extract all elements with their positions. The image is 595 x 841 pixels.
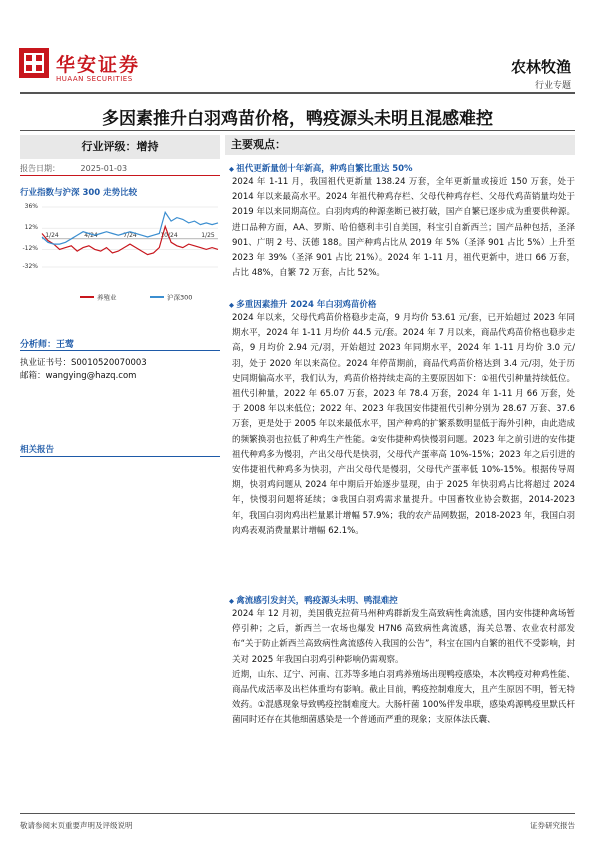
chart-x-tick-label: 1/24 <box>45 231 59 239</box>
section-2-title: ◆ 多重因素推升 2024 年白羽鸡苗价格 <box>229 298 376 310</box>
company-logo-icon <box>19 48 49 78</box>
header-divider <box>20 92 575 94</box>
section-1-title: ◆ 祖代更新量创十年新高，种鸡自繁比重达 50% <box>229 162 413 174</box>
section-3-body <box>232 607 575 729</box>
chart-x-tick-label: 10/24 <box>160 231 178 239</box>
report-title: 多因素推升白羽鸡苗价格，鸭疫源头未明且混感难控 <box>102 109 493 129</box>
section-3-para-1: 2024 年 12 月初，美国俄克拉荷马州种鸡群新发生高致病性禽流感，国内安伟捷种禽场暂停引种；之后，新西兰一农场也爆发 H7N6 高致病性禽流感，海关总署、农业农村部发布“关于防止新西兰高致病性禽流感传入我国的公告”，科宝在国内自繁的祖代不受影响，封关对 2025 年我国白羽鸡引种影响仍需观察。 <box>232 609 575 665</box>
title-divider <box>20 130 575 131</box>
section-2-body <box>232 311 575 539</box>
section-1-para: 2024 年 1-11 月，我国祖代更新量 138.24 万套，全年更新量或接近 150 万套，处于 2014 年以来最高水平。2024 年祖代种鸡存栏、父母代种鸡存栏、父母代鸡苗销量均处于 2019 年以来同期高位。白羽肉鸡的种源垄断已被打破，国产自繁已逐步成为重要供种源。进口品种方面，AA、罗斯、哈伯德利丰引自美国，科宝引自新西兰；国产品种包括，圣泽 901、广明 2 号、沃德 188。国产种鸡占比从 2019 年 5%（圣泽 901 占比 5%）上升至 2023 年 39%（圣泽 901 占比 21%）。2024 年 1-11 月，祖代更新中，进口 66 万套，占比 48%，自繁 72 万套，占比 52%。 <box>232 177 575 279</box>
analyst-name: 分析师：王莺 <box>20 340 75 350</box>
chart-title: 行业指数与沪深 300 走势比较 <box>20 188 138 198</box>
chart-x-tick-label: 7/24 <box>123 231 137 239</box>
chart-x-tick-label: 1/25 <box>201 231 215 239</box>
report-date-label: 报告日期： <box>20 164 60 173</box>
cert-number: 执业证书号：S0010520070003 <box>20 358 147 368</box>
logo-text-en: HUAAN SECURITIES <box>56 75 133 83</box>
industry-rating: 行业评级：增持 <box>20 135 220 159</box>
report-date-value: 2025-01-03 <box>80 164 128 173</box>
logo-text-cn: 华安证券 <box>56 54 141 76</box>
chart-x-tick-label: 4/24 <box>84 231 98 239</box>
key-points-heading: 主要观点： <box>225 135 575 155</box>
chart-legend-label: 养殖业 <box>97 293 117 302</box>
related-reports-heading: 相关报告 <box>20 445 55 455</box>
section-3-title: ◆ 禽流感引发封关，鸭疫源头未明、鸭混难控 <box>229 594 398 606</box>
section-1-body <box>232 175 575 281</box>
related-divider <box>20 456 220 457</box>
chart-y-tick-label: 36% <box>24 203 38 210</box>
analyst-divider <box>20 350 220 351</box>
chart-legend-label: 沪深300 <box>167 293 193 302</box>
footer-divider <box>20 813 575 814</box>
index-comparison-chart <box>22 201 220 311</box>
footer-brand: 证券研究报告 <box>530 821 575 830</box>
footer-disclaimer: 敬请参阅末页重要声明及评级说明 <box>20 821 133 830</box>
section-3-para-2: 近期，山东、辽宁、河南、江苏等多地白羽鸡养殖场出现鸭疫感染，本次鸭疫对种鸡性能、商品代成活率及出栏体重均有影响。截止目前，鸭疫控制难度大，且产生原因不明，暂无特效药。①混感现象导致鸭疫控制难度大。大肠杆菌 100%伴发串联，感染鸡源鸭疫里默氏杆菌同时还存在其他细菌感染是一个普通而严重的现象；支原体法氏囊、 <box>232 669 575 726</box>
sidebar-divider <box>20 175 220 176</box>
chart-y-tick-label: 12% <box>24 224 38 232</box>
email[interactable]: 邮箱：wangying@hazq.com <box>20 371 137 381</box>
chart-y-tick-label: -12% <box>22 245 38 253</box>
chart-y-tick-label: -32% <box>22 263 38 270</box>
sector-label: 农林牧渔 <box>510 58 571 76</box>
section-2-para: 2024 年以来，父母代鸡苗价格稳步走高，9 月均价 53.61 元/套，已开始超过 2023 年同期水平，2024 年 1-11 月均价 44.5 元/套。2024 年 7 月以来，商品代鸡苗价格也稳步走高，9 月均价 2.94 元/羽，开始超过 2023 年同期水平，2024 年 1-11 月均价 3.0 元/羽，处于 2020 年以来高位。2024 年停苗期前，商品代鸡苗价格达到 3.4 元/羽，处于历史同期偏高水平，我们认为，鸡苗价格持续走高的主要原因如下：①祖代引种量持续低位。祖代引种量，2022 年 65.07 万套，2023 年 78.4 万套，2024 年 1-11 月 66 万套，处于 2008 年以来低位；2022 年、2023 年我国安伟捷祖代引种分别为 28.67 万套、37.6 万套，更是处于 2005 年以来最低水平，国产种鸡的扩繁系数明显低于海外引种，由此造成的频繁换羽也拉低了种鸡生产性能。②安伟捷种鸡快慢羽问题。2023 年之前引进的安伟捷祖代种鸡多为慢羽，产出父母代是快羽，父母代产蛋率高 10%-15%；2023 年之后引进的安伟捷祖代种鸡多为快羽，产出父母代是慢羽，父母代产蛋率低 10%-15%。根据传导周期，快羽鸡问题从 2024 年中期后开始逐步显现，由于 2025 年快羽鸡占比将超过 2024 年，快慢羽问题将延续；③我国白羽鸡需求量提升。中国畜牧业协会数据，2014-2023 年，我国白羽肉鸡出栏量累计增幅 57.9%；我的农产品网数据，2018-2023 年，我国白羽肉鸡表观消费量累计增幅 62.1%。 <box>232 313 575 536</box>
report-date <box>20 163 220 174</box>
chart-svg <box>40 201 220 311</box>
report-type-label: 行业专题 <box>534 81 571 91</box>
